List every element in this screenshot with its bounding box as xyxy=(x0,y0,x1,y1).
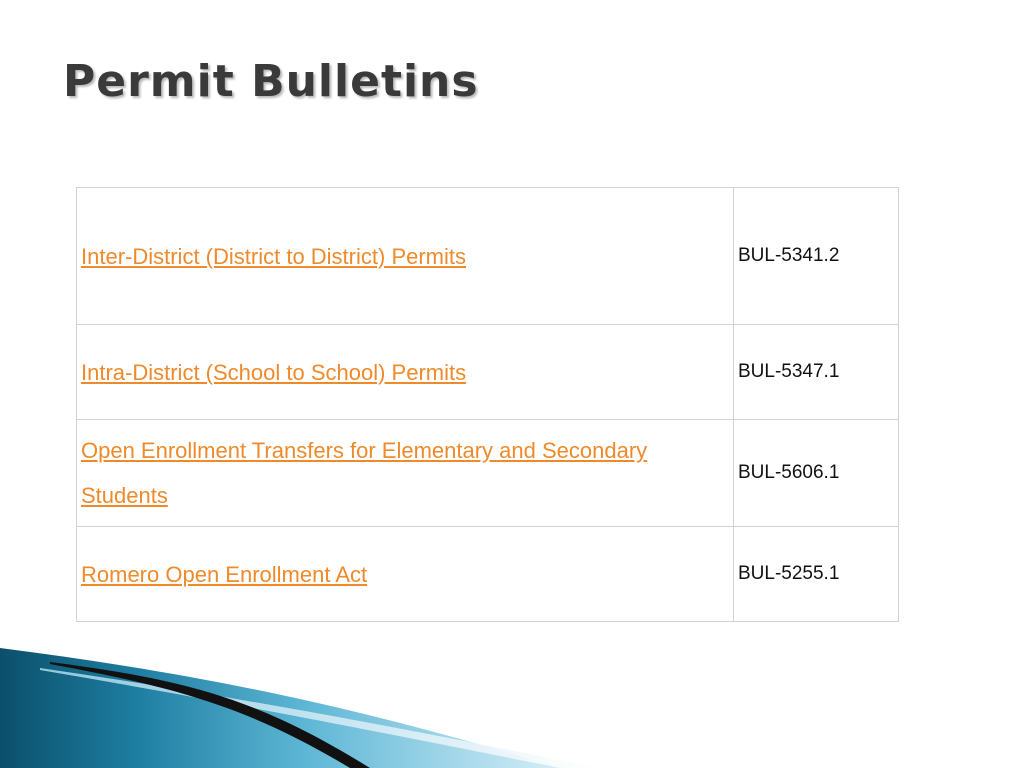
bulletin-code-cell xyxy=(734,188,899,325)
bulletin-code: BUL-5255.1 xyxy=(738,563,840,584)
decorative-swoosh xyxy=(0,640,1024,768)
bulletin-code-cell xyxy=(734,527,899,622)
table-row xyxy=(77,527,899,622)
bulletin-link[interactable]: Romero Open Enrollment Act xyxy=(81,561,368,587)
bulletin-code: BUL-5341.2 xyxy=(738,245,840,266)
slide-title: Permit Bulletins xyxy=(63,56,479,107)
bulletin-code: BUL-5347.1 xyxy=(738,361,840,382)
table-row xyxy=(77,325,899,420)
bulletin-title-cell xyxy=(77,188,734,325)
table-row xyxy=(77,188,899,325)
bulletin-title-cell xyxy=(77,420,734,527)
bulletin-code-cell xyxy=(734,325,899,420)
bulletin-title-cell xyxy=(77,325,734,420)
bulletin-link[interactable]: Inter-District (District to District) Permits xyxy=(81,243,466,269)
permit-bulletins-table xyxy=(76,187,899,622)
table-row xyxy=(77,420,899,527)
bulletin-link[interactable]: Intra-District (School to School) Permits xyxy=(81,359,467,385)
bulletin-code-cell xyxy=(734,420,899,527)
bulletin-link[interactable]: Open Enrollment Transfers for Elementary and Secondary Students xyxy=(81,438,648,508)
bulletin-title-cell xyxy=(77,527,734,622)
bulletin-code: BUL-5606.1 xyxy=(738,462,840,483)
